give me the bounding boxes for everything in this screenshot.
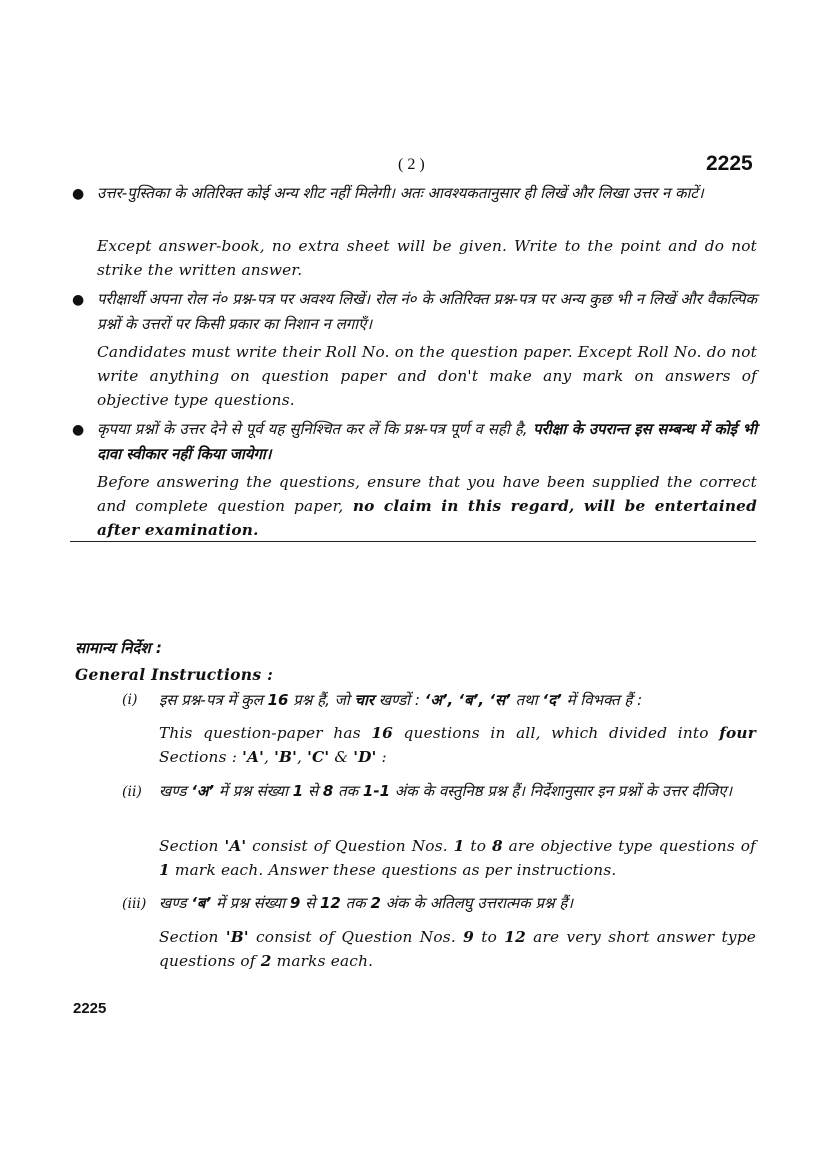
bullet-icon: ●	[72, 422, 85, 438]
item-number: (iii)	[122, 896, 147, 912]
bullet-icon: ●	[72, 186, 85, 202]
general-instructions-heading: General Instructions :	[75, 665, 274, 684]
instruction-1-hindi: उत्तर-पुस्तिका के अतिरिक्त कोई अन्य शीट नहीं मिलेगी। अतः आवश्यकतानुसार ही लिखें और लिखा उत्तर न काटें।	[97, 184, 704, 202]
item-1-english: This question-paper has 16 questions in all, which divided into four Sections : 'A', 'B', 'C' & 'D' :	[159, 724, 756, 766]
instruction-3-english-bold: no claim in this regard, will be entertained after examination.	[97, 497, 757, 539]
instruction-3-hindi-bold: परीक्षा के उपरान्त इस सम्बन्ध में कोई भी दावा स्वीकार नहीं किया जायेगा।	[97, 420, 757, 463]
item-1-hindi: इस प्रश्न-पत्र में कुल 16 प्रश्न हैं, जो चार खण्डों : ‘अ’, ‘ब’, ‘स’ तथा ‘द’ में विभक्त हैं :	[159, 691, 643, 709]
item-number: (i)	[122, 692, 138, 708]
instruction-3-hindi	[97, 417, 757, 467]
bullet-icon: ●	[72, 292, 85, 308]
item-2-hindi: खण्ड ‘अ’ में प्रश्न संख्या 1 से 8 तक 1-1 अंक के वस्तुनिष्ठ प्रश्न हैं। निर्देशानुसार इन प्रश्नों के उत्तर दीजिए।	[159, 782, 733, 800]
page-number: ( 2 )	[398, 156, 425, 173]
divider	[70, 541, 756, 542]
instruction-3-hindi-text: कृपया प्रश्नों के उत्तर देने से पूर्व यह सुनिश्चित कर लें कि प्रश्न-पत्र पूर्ण व सही है,	[97, 420, 528, 438]
item-2-english: Section 'A' consist of Question Nos. 1 to 8 are objective type questions of 1 mark each. Answer these questions as per instructions.	[159, 837, 756, 879]
instruction-2-english: Candidates must write their Roll No. on the question paper. Except Roll No. do not write anything on question paper and don't make any mark on answers of objective type questions.	[97, 343, 757, 409]
instruction-3-english-text: Before answering the questions, ensure that you have been supplied the correct and complete question paper,	[97, 473, 757, 515]
instruction-3-english	[97, 470, 757, 542]
item-3-hindi: खण्ड ‘ब’ में प्रश्न संख्या 9 से 12 तक 2 अंक के अतिलघु उत्तरात्मक प्रश्न हैं।	[159, 894, 574, 912]
paper-code-header: 2225	[706, 152, 753, 175]
general-instructions-heading-hindi: सामान्य निर्देश :	[75, 639, 162, 657]
item-number: (ii)	[122, 784, 142, 800]
instruction-2-hindi: परीक्षार्थी अपना रोल नं० प्रश्न-पत्र पर अवश्य लिखें। रोल नं० के अतिरिक्त प्रश्न-पत्र पर अन्य कुछ भी न लिखें और वैकल्पिक प्रश्नों के उत्तरों पर किसी प्रकार का निशान न लगाएँ।	[97, 290, 757, 333]
item-3-english: Section 'B' consist of Question Nos. 9 to 12 are very short answer type questions of 2 marks each.	[159, 928, 756, 970]
paper-code-footer: 2225	[73, 1000, 107, 1017]
instruction-1-english: Except answer-book, no extra sheet will be given. Write to the point and do not strike the written answer.	[97, 237, 757, 279]
